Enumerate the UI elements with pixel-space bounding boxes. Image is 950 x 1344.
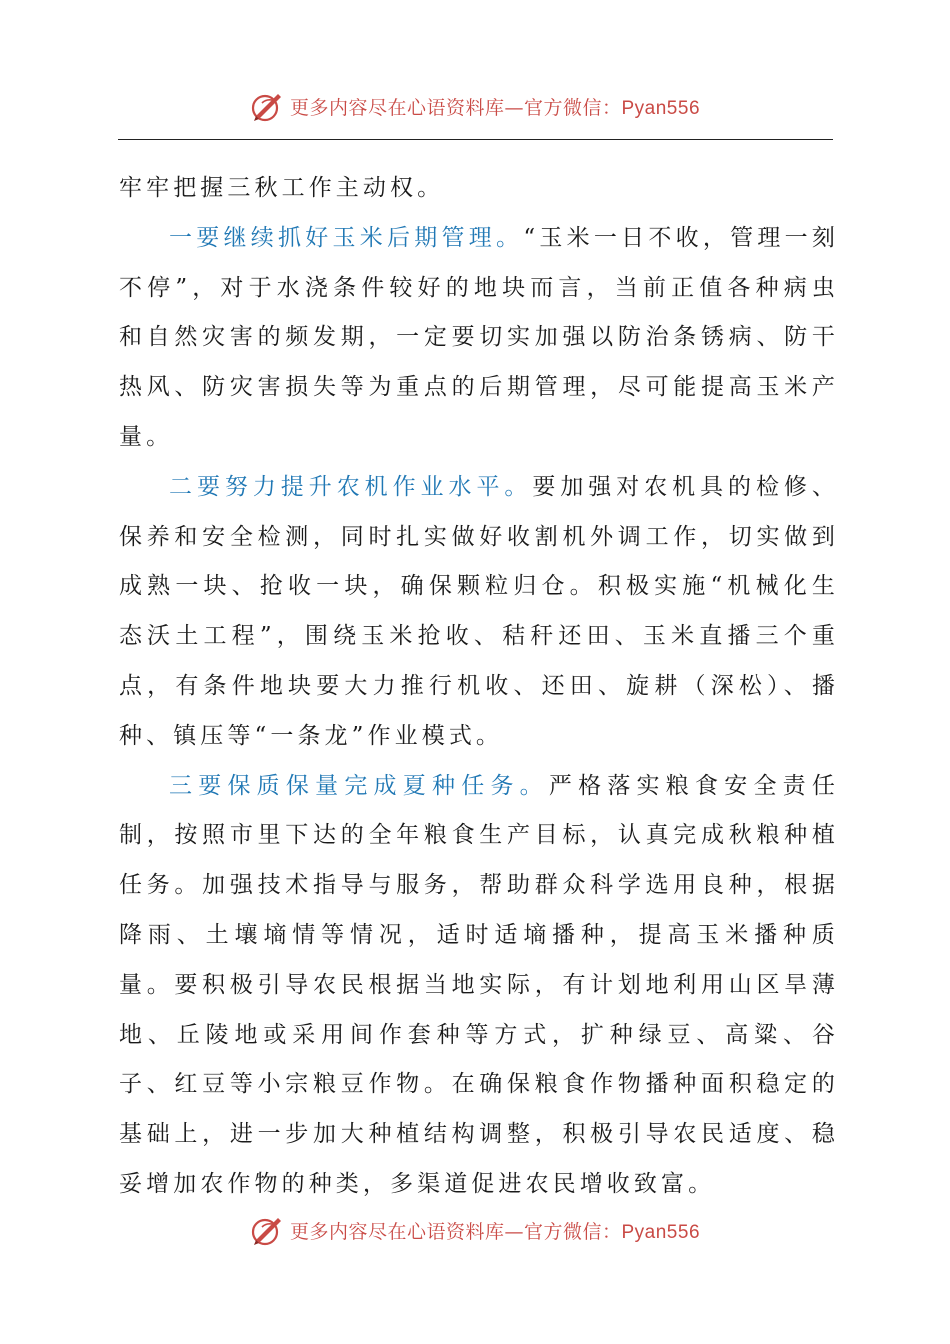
header-divider xyxy=(118,139,833,140)
header-brand-label: 更多内容尽在心语资料库—官方微信： xyxy=(289,96,622,119)
header-wechat-id: Pyan556 xyxy=(621,97,701,119)
section-paragraph-1 xyxy=(119,214,839,463)
section-lead-2: 二要努力提升农机作业水平。 xyxy=(169,473,533,500)
section-paragraph-2 xyxy=(119,463,839,762)
footer-brand-text xyxy=(290,1217,700,1244)
section-text-2: 要加强对农机具的检修、保养和安全检测，同时扎实做好收割机外调工作，切实做到成熟一块、抢收一块，确保颗粒归仓。积极实施“机械化生态沃土工程”，围绕玉米抢收、秸秆还田、玉米直播三个重点，有条件地块要大力推行机收、还田、旋耕（深松）、播种、镇压等“一条龙”作业模式。 xyxy=(119,473,839,749)
header-brand-text xyxy=(290,93,700,120)
quill-pen-logo-icon xyxy=(250,1213,284,1247)
page-footer xyxy=(0,1210,950,1250)
section-text-3: 严格落实粮食安全责任制，按照市里下达的全年粮食生产目标，认真完成秋粮种植任务。加强技术指导与服务，帮助群众科学选用良种，根据降雨、土壤墒情等情况，适时适墒播种，提高玉米播种质量。要积极引导农民根据当地实际，有计划地利用山区旱薄地、丘陵地或采用间作套种等方式，扩种绿豆、高粱、谷子、红豆等小宗粮豆作物。在确保粮食作物播种面积稳定的基础上，进一步加大种植结构调整，积极引导农民适度、稳妥增加农作物的种类，多渠道促进农民增收致富。 xyxy=(119,772,839,1197)
footer-wechat-id: Pyan556 xyxy=(621,1221,701,1243)
section-lead-3: 三要保质保量完成夏种任务。 xyxy=(169,772,549,799)
section-text-1: “玉米一日不收，管理一刻不停”，对于水浇条件较好的地块而言，当前正值各种病虫和自然灾害的频发期，一定要切实加强以防治条锈病、防干热风、防灾害损失等为重点的后期管理，尽可能提高玉米产量。 xyxy=(119,224,839,450)
section-lead-1: 一要继续抓好玉米后期管理。 xyxy=(169,224,524,251)
footer-brand-label: 更多内容尽在心语资料库—官方微信： xyxy=(289,1220,622,1243)
header-brand xyxy=(250,89,700,123)
document-body xyxy=(119,164,839,1210)
section-paragraph-3 xyxy=(119,762,839,1210)
footer-brand xyxy=(250,1213,700,1247)
quill-pen-logo-icon xyxy=(250,89,284,123)
page-header xyxy=(0,86,950,126)
continuation-paragraph: 牢牢把握三秋工作主动权。 xyxy=(119,175,445,201)
